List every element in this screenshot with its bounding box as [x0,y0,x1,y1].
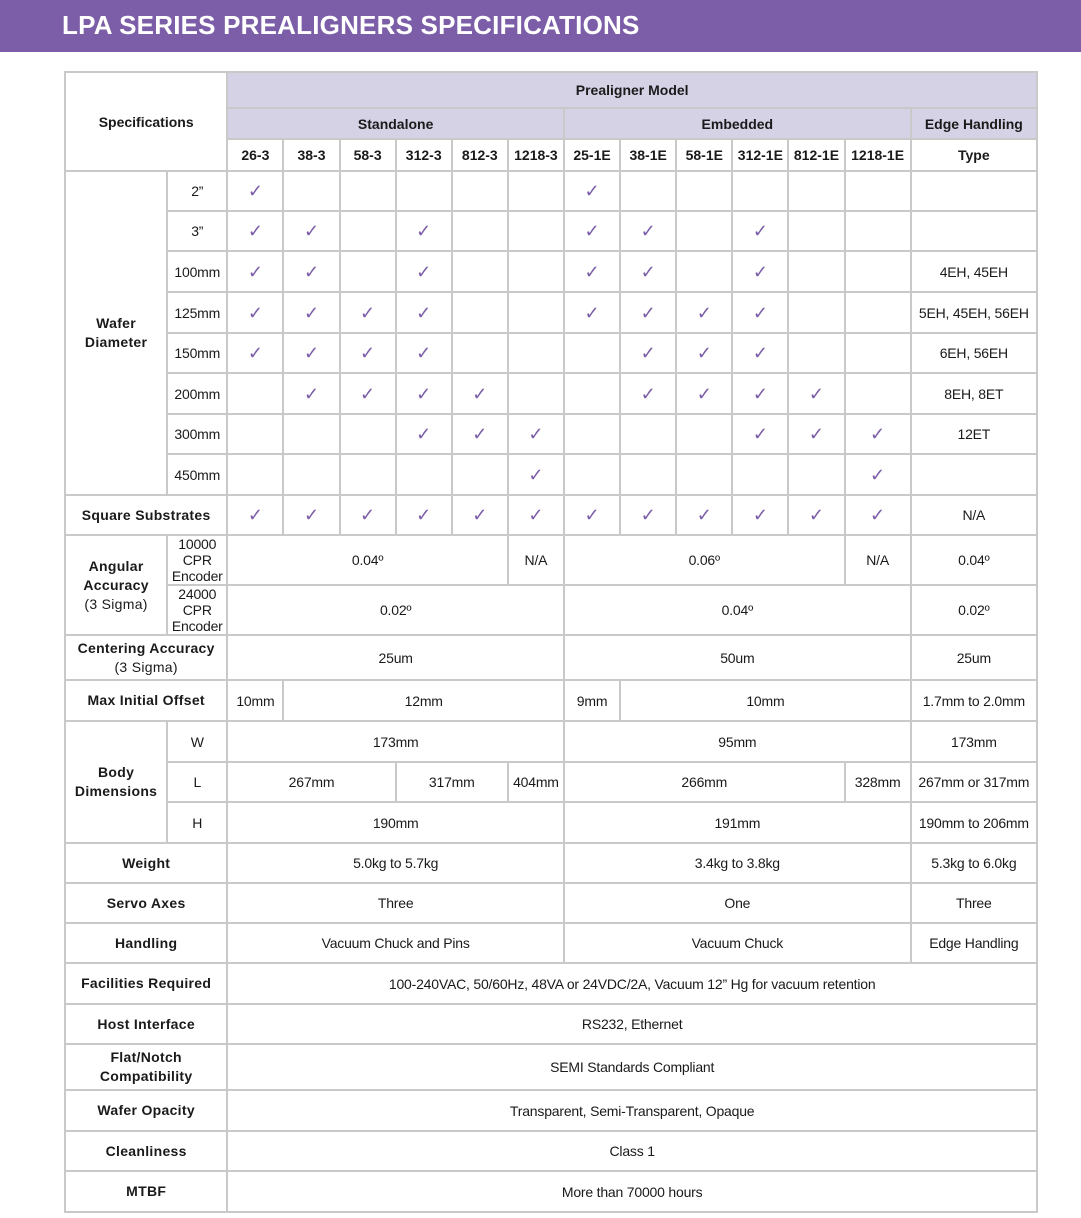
check-cell [620,251,676,292]
check-cell [340,414,396,454]
body-label-line2: Dimensions [74,783,158,799]
check-cell [283,495,339,535]
check-icon: ✓ [752,261,768,282]
model-header: 26-3 [227,139,283,171]
check-cell [564,171,620,211]
check-cell [340,171,396,211]
edge-type: 8EH, 8ET [911,373,1037,414]
check-icon: ✓ [752,302,768,323]
type-header: Type [911,139,1037,171]
w-embedded: 95mm [564,721,911,762]
embedded-header: Embedded [564,108,911,139]
check-icon: ✓ [472,383,488,404]
check-cell [452,495,508,535]
edge-type: 12ET [911,414,1037,454]
check-cell [508,454,564,495]
wafer-size: 100mm [167,251,227,292]
check-icon: ✓ [808,383,825,404]
check-icon: ✓ [303,383,320,404]
model-header: 38-1E [620,139,676,171]
check-cell [227,251,283,292]
check-icon: ✓ [752,343,768,363]
check-cell [788,333,844,373]
max-offset-edge: 1.7mm to 2.0mm [911,680,1037,721]
model-header: 58-3 [340,139,396,171]
max-offset-s2: 12mm [283,680,564,721]
check-icon: ✓ [752,505,768,525]
check-cell [620,454,676,495]
check-cell [283,171,339,211]
encoder-line2: Encoder [171,618,223,634]
check-icon: ✓ [303,505,320,525]
flat-notch-label-line1: Flat/Notch [110,1049,182,1065]
check-cell [452,292,508,333]
check-cell [845,292,911,333]
check-cell [396,495,452,535]
check-cell [732,171,788,211]
check-cell [732,454,788,495]
check-cell [283,251,339,292]
angular-embedded-24000: 0.04º [564,585,911,635]
edge-type: 4EH, 45EH [911,251,1037,292]
check-cell [564,251,620,292]
check-cell [620,171,676,211]
angular-embedded-na: N/A [845,535,911,585]
check-cell [676,251,732,292]
check-icon: ✓ [640,221,656,241]
angular-label-line2: Accuracy [83,576,149,593]
check-icon: ✓ [360,343,376,363]
centering-label-line1: Centering Accuracy [77,639,215,656]
check-cell [227,495,283,535]
check-cell [396,454,452,495]
check-cell [508,292,564,333]
check-cell [396,211,452,251]
check-cell [788,171,844,211]
check-cell [620,292,676,333]
check-icon: ✓ [640,302,656,323]
check-cell [845,171,911,211]
check-cell [732,211,788,251]
check-cell [676,171,732,211]
check-cell [227,211,283,251]
specifications-header: Specifications [65,72,227,171]
model-header: 812-3 [452,139,508,171]
check-cell [564,292,620,333]
centering-accuracy-label [65,635,227,680]
check-cell [396,333,452,373]
check-icon: ✓ [528,424,544,444]
l-edge: 267mm or 317mm [911,762,1037,802]
check-icon: ✓ [360,302,376,323]
check-cell [340,211,396,251]
check-cell [676,211,732,251]
weight-edge: 5.3kg to 6.0kg [911,843,1037,883]
edge-type [911,454,1037,495]
specifications-table [64,71,1038,1213]
check-cell [283,414,339,454]
model-header: 38-3 [283,139,339,171]
angular-standalone-24000: 0.02º [227,585,564,635]
check-cell [508,171,564,211]
encoder-10000-label [167,535,227,585]
servo-axes-edge: Three [911,883,1037,923]
check-cell [227,373,283,414]
edge-type: 5EH, 45EH, 56EH [911,292,1037,333]
check-cell [732,414,788,454]
angular-edge-24000: 0.02º [911,585,1037,635]
check-cell [452,373,508,414]
check-icon: ✓ [303,343,320,363]
check-cell [845,414,911,454]
check-cell [788,211,844,251]
model-header: 25-1E [564,139,620,171]
encoder-line2: Encoder [171,568,223,584]
check-icon: ✓ [416,261,432,282]
check-cell [788,292,844,333]
check-icon: ✓ [247,302,263,323]
h-standalone: 190mm [227,802,564,843]
check-cell [788,414,844,454]
check-cell [396,251,452,292]
servo-axes-standalone: Three [227,883,564,923]
check-icon: ✓ [303,302,320,323]
check-cell [227,454,283,495]
edge-type: 6EH, 56EH [911,333,1037,373]
check-cell [845,373,911,414]
check-cell [788,373,844,414]
model-header: 1218-1E [845,139,911,171]
check-icon: ✓ [584,505,600,525]
check-cell [396,414,452,454]
check-cell [340,495,396,535]
model-header: 312-3 [396,139,452,171]
check-cell [732,495,788,535]
square-substrates-type: N/A [911,495,1037,535]
check-cell [283,333,339,373]
check-cell [452,211,508,251]
check-cell [227,171,283,211]
check-icon: ✓ [416,343,432,363]
mtbf-label: MTBF [65,1171,227,1212]
check-cell [845,495,911,535]
check-cell [340,454,396,495]
check-cell [452,454,508,495]
wafer-label-line1: Wafer [96,315,137,331]
weight-label: Weight [65,843,227,883]
facilities-required-value: 100-240VAC, 50/60Hz, 48VA or 24VDC/2A, Vacuum 12” Hg for vacuum retention [227,963,1037,1004]
check-cell [452,251,508,292]
square-substrates-label: Square Substrates [65,495,227,535]
l-e1: 266mm [564,762,845,802]
check-cell [845,251,911,292]
check-icon: ✓ [416,424,432,444]
check-icon: ✓ [870,424,886,444]
centering-standalone: 25um [227,635,564,680]
edge-type [911,171,1037,211]
model-header: 58-1E [676,139,732,171]
encoder-line1: 24000 CPR [178,586,217,618]
angular-standalone-10000: 0.04º [227,535,508,585]
check-cell [732,373,788,414]
check-cell [732,251,788,292]
check-cell [508,373,564,414]
check-cell [396,373,452,414]
wafer-size: 125mm [167,292,227,333]
check-icon: ✓ [584,302,600,323]
angular-label-line3: (3 Sigma) [84,595,148,612]
host-interface-value: RS232, Ethernet [227,1004,1037,1044]
check-cell [564,373,620,414]
wafer-opacity-label: Wafer Opacity [65,1090,227,1131]
host-interface-label: Host Interface [65,1004,227,1044]
servo-axes-embedded: One [564,883,911,923]
check-cell [676,333,732,373]
check-icon: ✓ [303,261,320,282]
flat-notch-label [65,1044,227,1090]
check-cell [788,454,844,495]
check-icon: ✓ [247,221,263,241]
check-cell [620,211,676,251]
check-cell [788,495,844,535]
handling-embedded: Vacuum Chuck [564,923,911,963]
check-cell [845,333,911,373]
check-cell [788,251,844,292]
weight-embedded: 3.4kg to 3.8kg [564,843,911,883]
check-cell [508,333,564,373]
check-icon: ✓ [808,424,825,444]
check-icon: ✓ [247,343,263,363]
edge-handling-header: Edge Handling [911,108,1037,139]
w-edge: 173mm [911,721,1037,762]
check-cell [676,495,732,535]
title-banner [0,0,1081,52]
check-cell [845,211,911,251]
wafer-size: 300mm [167,414,227,454]
flat-notch-label-line2: Compatibility [99,1068,193,1084]
l-s2: 317mm [396,762,508,802]
dim-l-label: L [167,762,227,802]
max-offset-e2: 10mm [620,680,911,721]
edge-type [911,211,1037,251]
flat-notch-value: SEMI Standards Compliant [227,1044,1037,1090]
check-icon: ✓ [696,505,712,525]
check-icon: ✓ [584,221,600,241]
check-cell [508,211,564,251]
servo-axes-label: Servo Axes [65,883,227,923]
angular-accuracy-label [65,535,167,635]
wafer-size: 3” [167,211,227,251]
check-icon: ✓ [640,383,656,404]
check-icon: ✓ [640,343,656,363]
max-offset-e1: 9mm [564,680,620,721]
check-cell [676,414,732,454]
centering-embedded: 50um [564,635,911,680]
check-cell [340,292,396,333]
l-s1: 267mm [227,762,395,802]
check-cell [340,251,396,292]
angular-label-line1: Angular [88,557,144,574]
check-icon: ✓ [528,464,544,485]
body-label-line1: Body [97,764,135,780]
prealigner-model-header: Prealigner Model [227,72,1037,108]
check-cell [620,495,676,535]
handling-label: Handling [65,923,227,963]
check-cell [564,454,620,495]
check-cell [227,333,283,373]
check-cell [508,495,564,535]
mtbf-value: More than 70000 hours [227,1171,1037,1212]
dim-h-label: H [167,802,227,843]
check-cell [732,292,788,333]
check-cell [676,373,732,414]
check-icon: ✓ [696,343,712,363]
check-cell [845,454,911,495]
l-e2: 328mm [845,762,911,802]
dim-w-label: W [167,721,227,762]
check-icon: ✓ [360,505,376,525]
w-standalone: 173mm [227,721,564,762]
model-header: 1218-3 [508,139,564,171]
check-icon: ✓ [640,261,656,282]
model-header: 312-1E [732,139,788,171]
check-icon: ✓ [247,261,263,282]
check-icon: ✓ [472,505,488,525]
wafer-size: 200mm [167,373,227,414]
wafer-diameter-label [65,171,167,495]
check-cell [564,495,620,535]
check-cell [227,292,283,333]
check-icon: ✓ [696,302,712,323]
encoder-24000-label [167,585,227,635]
check-icon: ✓ [752,221,768,241]
check-cell [564,414,620,454]
wafer-size: 450mm [167,454,227,495]
check-cell [676,454,732,495]
check-icon: ✓ [528,505,544,525]
handling-edge: Edge Handling [911,923,1037,963]
check-icon: ✓ [416,505,432,525]
check-cell [340,373,396,414]
cleanliness-label: Cleanliness [65,1131,227,1171]
wafer-label-line2: Diameter [84,334,148,350]
handling-standalone: Vacuum Chuck and Pins [227,923,564,963]
cleanliness-value: Class 1 [227,1131,1037,1171]
check-icon: ✓ [752,383,768,404]
check-icon: ✓ [247,181,263,201]
check-icon: ✓ [870,464,886,485]
check-cell [340,333,396,373]
check-cell [227,414,283,454]
max-offset-s1: 10mm [227,680,283,721]
check-cell [283,454,339,495]
check-icon: ✓ [584,181,600,201]
check-icon: ✓ [696,383,712,404]
wafer-size: 2” [167,171,227,211]
check-icon: ✓ [584,261,600,282]
check-cell [564,333,620,373]
check-cell [283,373,339,414]
check-cell [564,211,620,251]
max-offset-label: Max Initial Offset [65,680,227,721]
check-cell [452,171,508,211]
page-title: LPA SERIES PREALIGNERS SPECIFICATIONS [62,10,640,40]
check-icon: ✓ [870,505,886,525]
h-edge: 190mm to 206mm [911,802,1037,843]
facilities-required-label: Facilities Required [65,963,227,1004]
check-cell [452,333,508,373]
wafer-opacity-value: Transparent, Semi-Transparent, Opaque [227,1090,1037,1131]
check-cell [283,292,339,333]
check-icon: ✓ [640,505,656,525]
h-embedded: 191mm [564,802,911,843]
check-icon: ✓ [472,424,488,444]
check-cell [396,171,452,211]
check-cell [508,251,564,292]
encoder-line1: 10000 CPR [178,536,217,568]
check-cell [396,292,452,333]
check-cell [620,373,676,414]
centering-label-line2: (3 Sigma) [114,658,178,675]
centering-edge: 25um [911,635,1037,680]
check-icon: ✓ [360,383,376,404]
standalone-header: Standalone [227,108,564,139]
angular-standalone-na: N/A [508,535,564,585]
check-icon: ✓ [416,302,432,323]
check-icon: ✓ [752,424,768,444]
check-icon: ✓ [303,221,320,241]
l-s3: 404mm [508,762,564,802]
check-cell [732,333,788,373]
wafer-size: 150mm [167,333,227,373]
check-cell [508,414,564,454]
check-icon: ✓ [416,383,432,404]
model-header: 812-1E [788,139,844,171]
angular-edge-10000: 0.04º [911,535,1037,585]
check-cell [283,211,339,251]
check-icon: ✓ [808,505,825,525]
check-cell [620,333,676,373]
body-dimensions-label [65,721,167,843]
weight-standalone: 5.0kg to 5.7kg [227,843,564,883]
check-icon: ✓ [416,221,432,241]
check-cell [452,414,508,454]
check-cell [620,414,676,454]
angular-embedded-10000: 0.06º [564,535,845,585]
check-cell [676,292,732,333]
check-icon: ✓ [247,505,263,525]
